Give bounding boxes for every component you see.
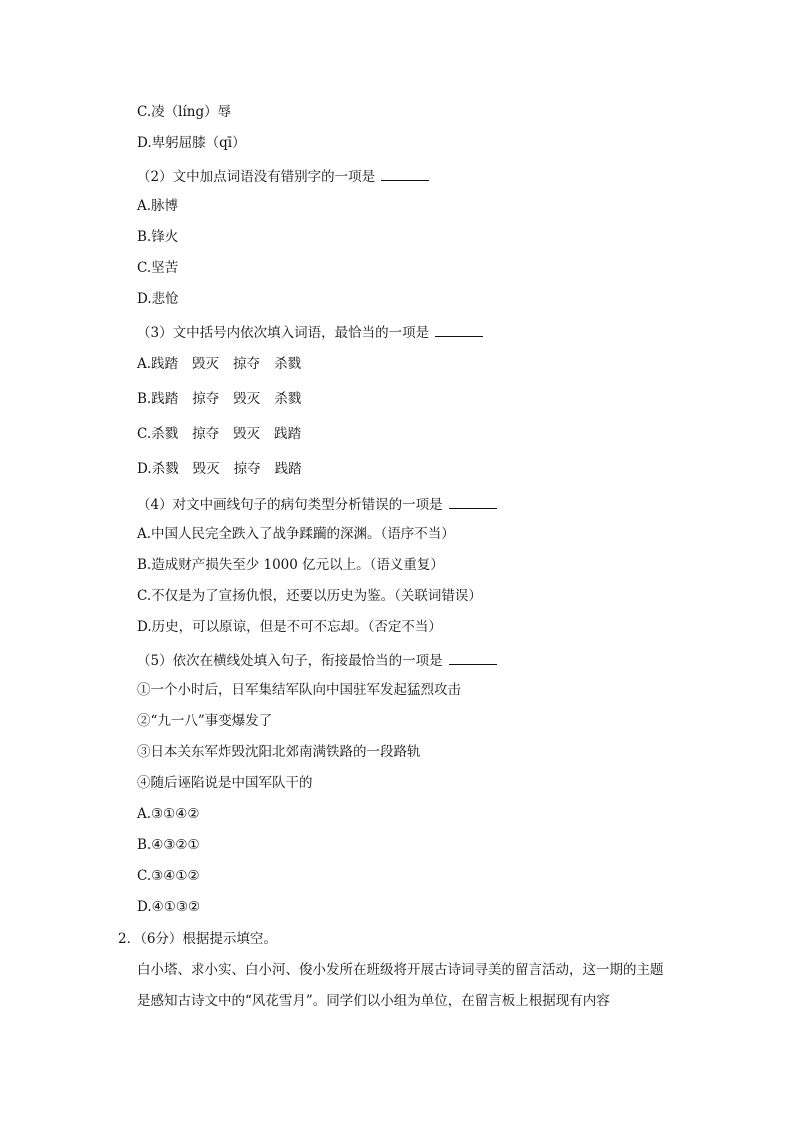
q1-4-option-b: B.造成财产损失至少 1000 亿元以上。（语义重复） [137,557,444,573]
q1-4-prompt [137,494,497,514]
answer-blank[interactable] [449,494,497,509]
option-word: 杀戮 [274,356,302,372]
q1-5-option-d: D.④①③② [137,899,201,915]
option-word: 毁灭 [192,461,220,477]
q2-paragraph: 白小塔、求小实、白小河、俊小发所在班级将开展古诗词寻美的留言活动，这一期的主题是感知古诗文中的“风花雪月”。同学们以小组为单位，在留言板上根据现有内容 [137,962,664,1009]
q1-5-sentence-3: ③日本关东军炸毁沈阳北郊南满铁路的一段路轨 [137,744,421,760]
option-word: 践踏 [274,426,302,442]
option-word: 杀戮 [151,461,179,477]
q1-1-option-d: D.卑躬屈膝（qī） [137,135,246,151]
q1-5-option-b: B.④③②① [137,837,200,853]
answer-blank[interactable] [435,322,483,337]
q1-5-prompt [137,650,497,670]
q1-3-prompt [137,322,483,342]
option-word: 杀戮 [151,426,179,442]
option-word: 掠夺 [192,391,220,407]
q1-4-option-c: C.不仅是为了宣扬仇恨，还要以历史为鉴。（关联词错误） [137,588,482,604]
q1-3-option-d [137,460,316,478]
option-letter: A. [137,356,152,372]
option-word: 杀戮 [274,391,302,407]
option-word: 掠夺 [233,461,261,477]
q1-1-option-c: C.凌（líng）辱 [137,104,232,120]
option-word: 毁灭 [233,391,261,407]
q1-4-prompt-text: （4）对文中画线句子的病句类型分析错误的一项是 [137,497,443,513]
q1-5-sentence-1: ①一个小时后，日军集结军队向中国驻军发起猛烈攻击 [137,682,461,698]
q1-2-option-d: D.悲怆 [137,291,179,307]
q1-2-option-a: A.脉博 [137,198,179,214]
option-word: 毁灭 [233,426,261,442]
option-word: 践踏 [274,461,302,477]
q1-5-option-c: C.③④①② [137,868,200,884]
q1-5-prompt-text: （5）依次在横线处填入句子，衔接最恰当的一项是 [137,653,443,669]
q1-3-prompt-text: （3）文中括号内依次填入词语，最恰当的一项是 [137,325,430,341]
answer-blank[interactable] [449,650,497,665]
q1-5-sentence-2: ②“九一八”事变爆发了 [137,713,273,729]
q1-5-option-a: A.③①④② [137,806,200,822]
q1-2-prompt-text: （2）文中加点词语没有错别字的一项是 [137,169,376,185]
q2-heading: 2．（6分）根据提示填空。 [118,931,277,947]
option-word: 掠夺 [192,426,220,442]
option-letter: B. [137,391,152,407]
option-word: 践踏 [151,391,179,407]
option-word: 践踏 [151,356,179,372]
q1-2-option-b: B.锋火 [137,229,179,245]
q1-3-option-c [137,425,315,443]
option-word: 毁灭 [192,356,220,372]
q1-2-option-c: C.坚苦 [137,260,179,276]
q1-4-option-a: A.中国人民完全跌入了战争蹂躏的深渊。（语序不当） [137,526,455,542]
q1-2-prompt [137,166,429,186]
q1-5-sentence-4: ④随后诬陷说是中国军队干的 [137,775,313,791]
option-letter: C. [137,426,152,442]
q1-4-option-d: D.历史，可以原谅，但是不可不忘却。（否定不当） [137,619,442,635]
answer-blank[interactable] [381,166,429,181]
option-word: 掠夺 [233,356,261,372]
q1-3-option-b [137,390,315,408]
option-letter: D. [137,461,152,477]
q1-3-option-a [137,355,315,373]
